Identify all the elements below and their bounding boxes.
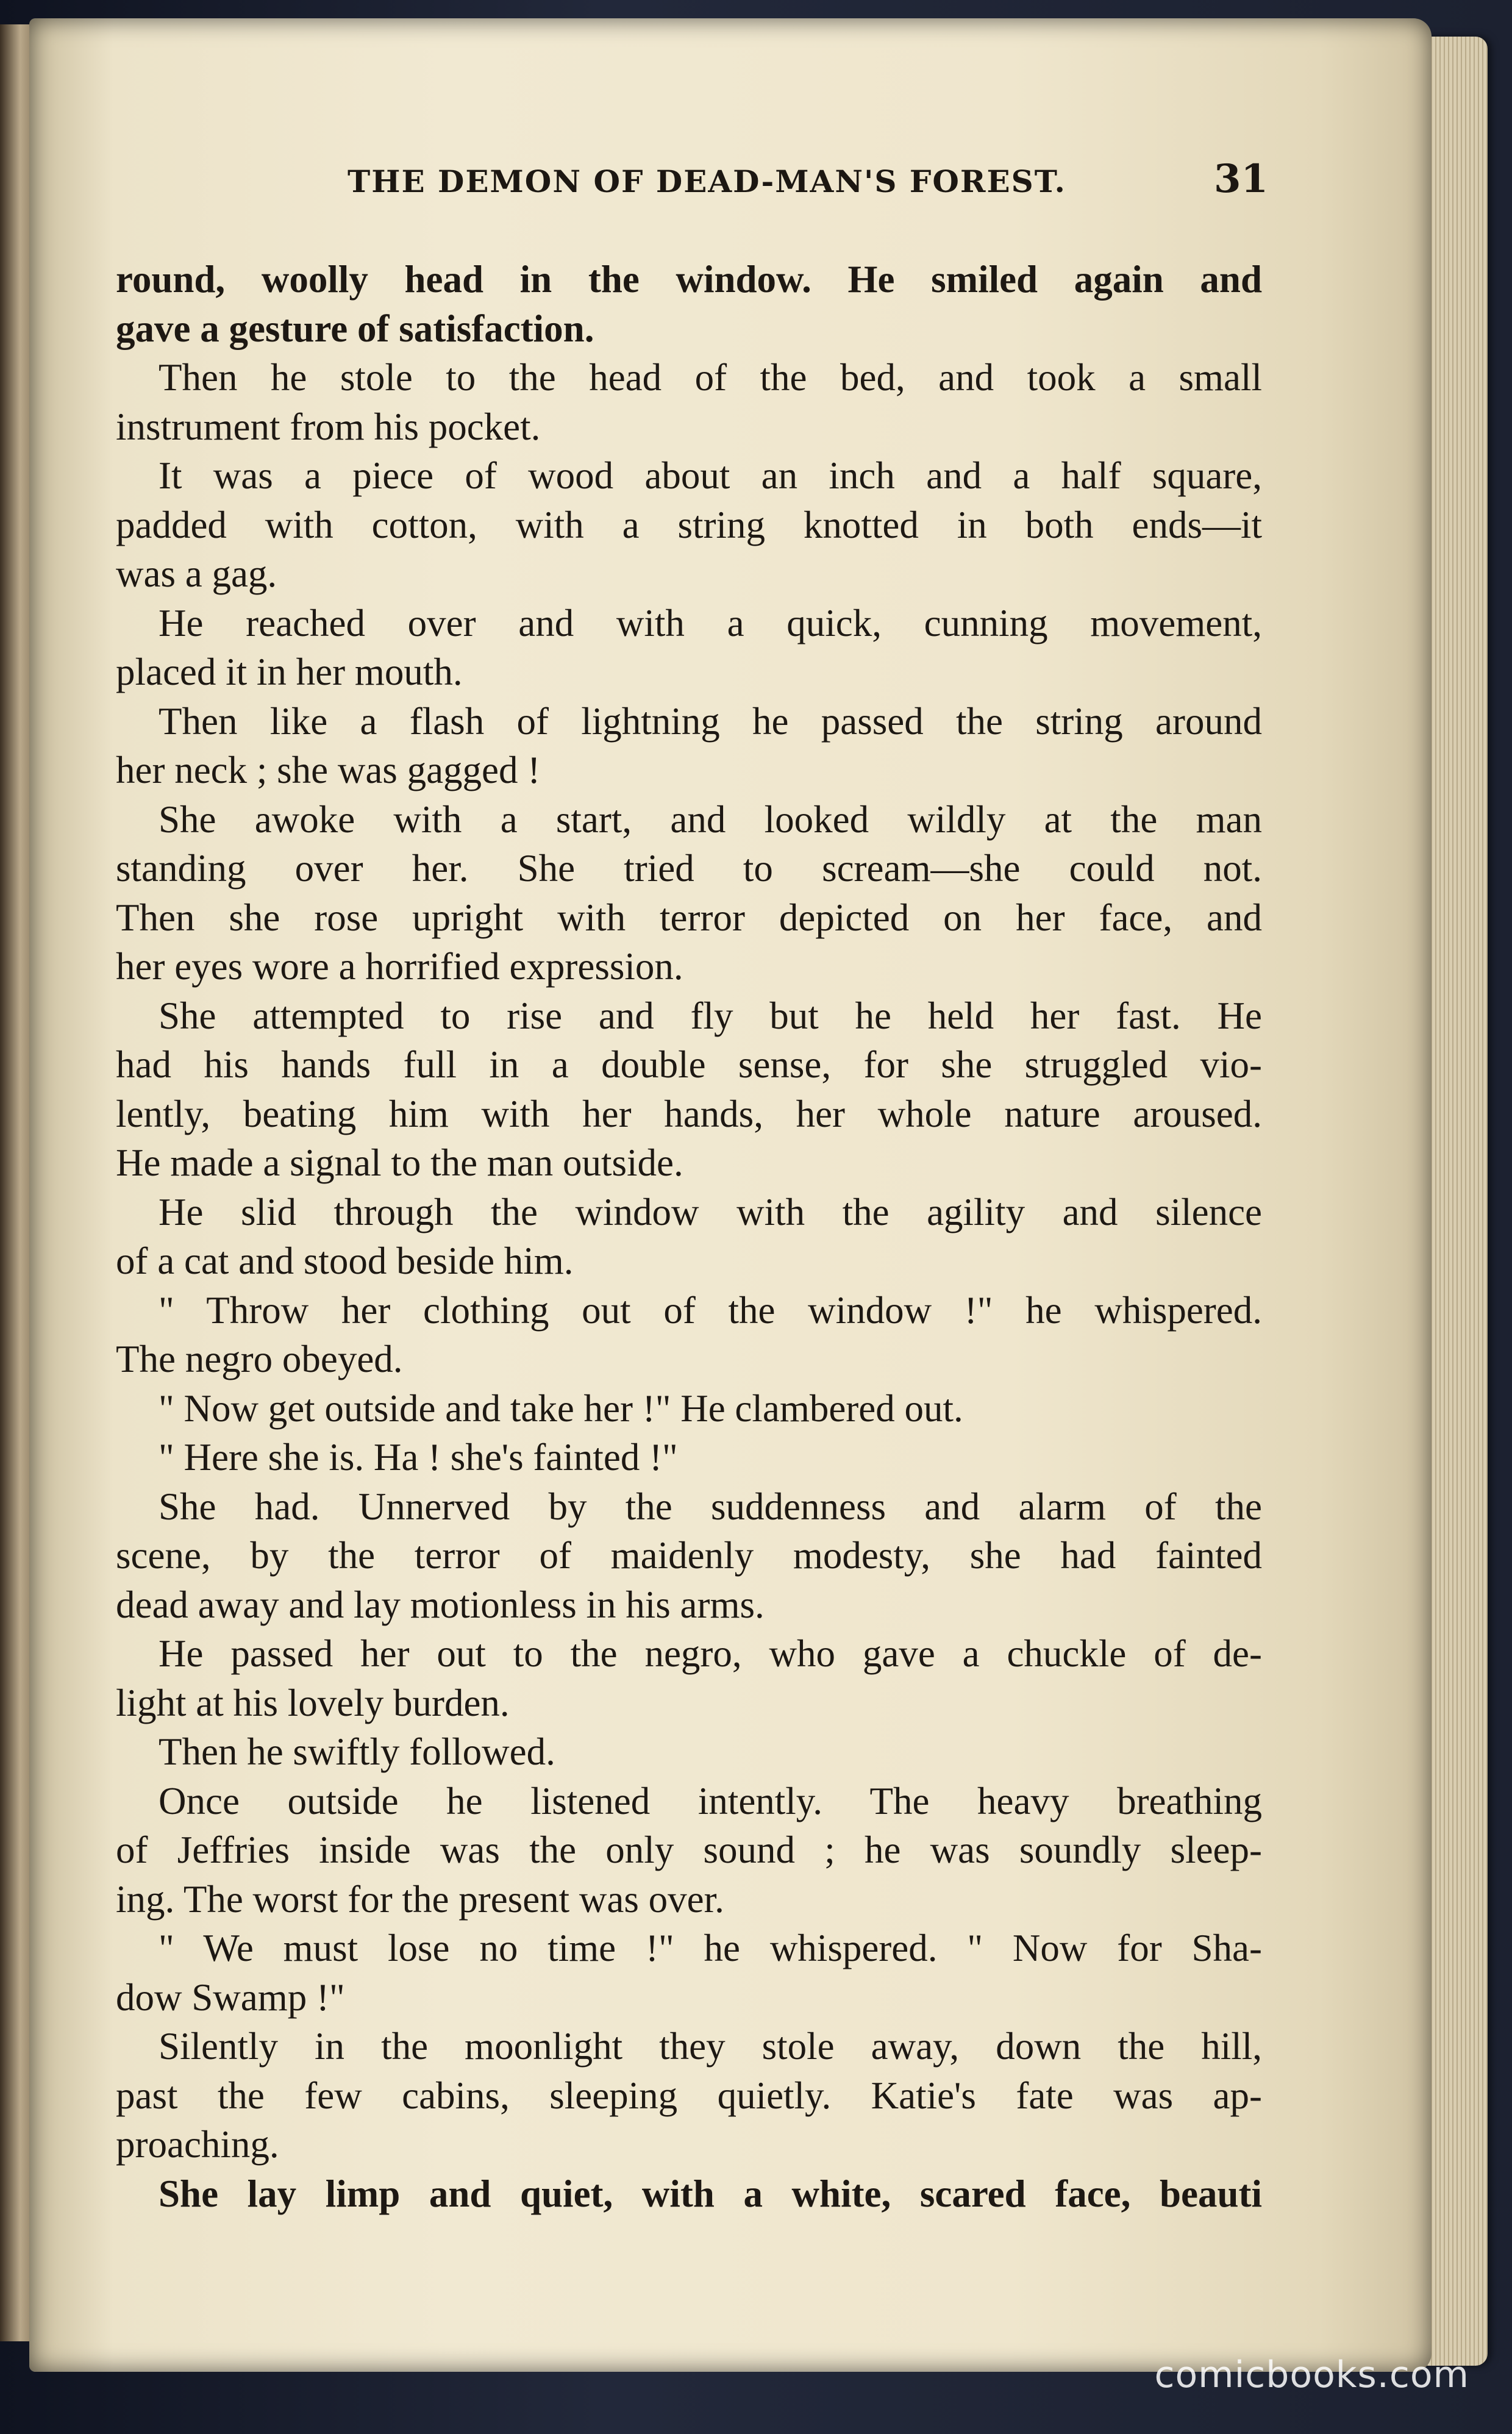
text-line: " Here she is. Ha ! she's fainted !"	[159, 1436, 678, 1479]
text-line: Silently in the moonlight they stole away, down the hill,	[159, 2025, 1262, 2068]
text-line: She awoke with a start, and looked wildly at the man	[159, 798, 1262, 841]
text-line: her neck ; she was gagged !	[116, 749, 541, 791]
text-line: standing over her. She tried to scream—she could not.	[116, 847, 1262, 890]
text-line: " We must lose no time !" he whispered. " Now for Sha-	[159, 1927, 1262, 1969]
text-line: dead away and lay motionless in his arms.	[116, 1583, 765, 1626]
text-line: Then he swiftly followed.	[159, 1730, 555, 1773]
page-number: 31	[1213, 156, 1268, 202]
text-line: He passed her out to the negro, who gave a chuckle of de-	[159, 1632, 1262, 1675]
text-line: He reached over and with a quick, cunning movement,	[159, 601, 1262, 644]
text-line: " Now get outside and take her !" He clambered out.	[159, 1387, 963, 1430]
text-line: light at his lovely burden.	[116, 1681, 510, 1724]
text-line: Then she rose upright with terror depicted on her face, and	[116, 896, 1262, 939]
text-line: gave a gesture of satisfaction.	[116, 307, 594, 350]
page-header	[116, 152, 1268, 207]
running-title: THE DEMON OF DEAD-MAN'S FOREST.	[348, 163, 1066, 199]
text-line: scene, by the terror of maidenly modesty, she had fainted	[116, 1534, 1262, 1577]
text-line: He made a signal to the man outside.	[116, 1141, 683, 1184]
text-line: The negro obeyed.	[116, 1338, 403, 1380]
text-line: padded with cotton, with a string knotted in both ends—it	[116, 503, 1262, 546]
text-line: She had. Unnerved by the suddenness and alarm of the	[159, 1485, 1262, 1528]
watermark: comicbooks.com	[1154, 2354, 1469, 2396]
text-line: " Throw her clothing out of the window !" he whispered.	[159, 1288, 1262, 1332]
body-text	[116, 255, 1262, 2218]
text-line: She attempted to rise and fly but he held her fast. He	[159, 994, 1262, 1037]
text-line: was a gag.	[116, 552, 277, 595]
text-line: lently, beating him with her hands, her whole nature aroused.	[116, 1092, 1262, 1135]
text-line: round, woolly head in the window. He smiled again and	[116, 258, 1262, 301]
text-line: dow Swamp !"	[116, 1975, 345, 2019]
text-line: It was a piece of wood about an inch and a half square,	[159, 454, 1262, 497]
text-line: placed it in her mouth.	[116, 651, 463, 693]
text-line: She lay limp and quiet, with a white, scared face, beauti	[159, 2172, 1262, 2215]
text-line: of Jeffries inside was the only sound ; he was soundly sleep-	[116, 1829, 1262, 1871]
text-line: had his hands full in a double sense, for she struggled vio-	[116, 1043, 1262, 1086]
text-line: Then like a flash of lightning he passed the string around	[159, 699, 1262, 743]
text-line: He slid through the window with the agility and silence	[159, 1190, 1262, 1233]
text-line: Then he stole to the head of the bed, and took a small	[159, 356, 1262, 399]
text-line: past the few cabins, sleeping quietly. Katie's fate was ap-	[116, 2074, 1262, 2117]
text-line: instrument from his pocket.	[116, 405, 541, 448]
text-line: ing. The worst for the present was over.	[116, 1877, 724, 1921]
text-line: Once outside he listened intently. The heavy breathing	[159, 1779, 1262, 1822]
text-line: proaching.	[116, 2123, 279, 2166]
text-line: her eyes wore a horrified expression.	[116, 945, 683, 988]
text-line: of a cat and stood beside him.	[116, 1240, 574, 1282]
